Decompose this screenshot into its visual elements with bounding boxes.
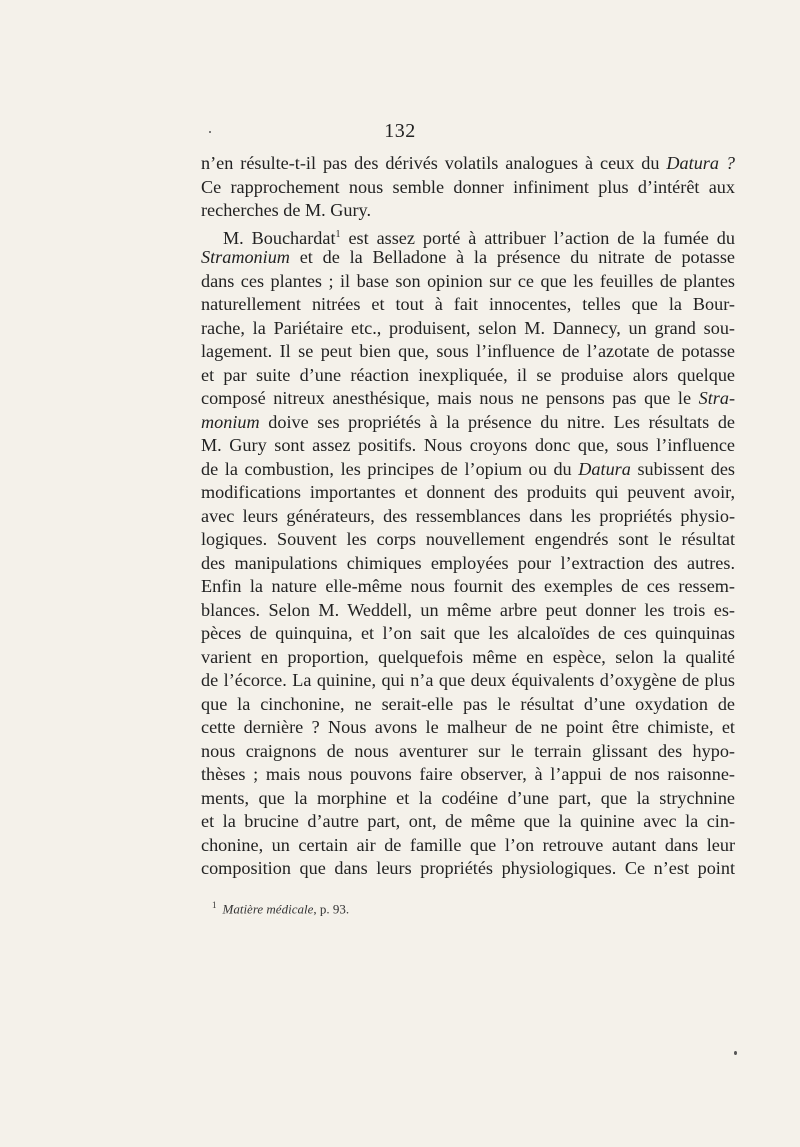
- text-line: [201, 834, 735, 858]
- text-segment: rache, la Pariétaire etc., produisent, selon M. Dannecy, un grand sou-: [201, 317, 735, 338]
- text-segment: recherches de M. Gury.: [201, 200, 372, 220]
- text-segment: nous craignons de nous aventurer sur le terrain glissant des hypo-: [201, 740, 735, 761]
- text-segment: que la cinchonine, ne serait-elle pas le résultat d’une oxydation de: [201, 693, 735, 714]
- text-segment: dans ces plantes ; il base son opinion sur ce que les feuilles de plantes: [201, 270, 735, 291]
- text-line: [201, 716, 735, 740]
- text-segment: et par suite d’une réaction inexpliquée, il se produise alors quelque: [201, 364, 735, 385]
- italic-term: Stra-: [698, 388, 735, 408]
- text-segment: M. Gury sont assez positifs. Nous croyons donc que, sous l’influence: [201, 435, 735, 455]
- text-segment: et de la Belladone à la présence du nitrate de potasse: [289, 247, 735, 267]
- text-line: [201, 810, 735, 834]
- text-line: [201, 434, 735, 458]
- text-segment: avec leurs générateurs, des ressemblances dans les propriétés physio-: [201, 505, 735, 526]
- italic-term: Datura ?: [666, 153, 735, 173]
- text-segment: et la brucine d’autre part, ont, de même que la quinine avec la cin-: [201, 811, 735, 831]
- text-segment: doive ses propriétés à la présence du nitre. Les résultats de: [259, 411, 735, 432]
- text-segment: logiques. Souvent les corps nouvellement engendrés sont le résultat: [201, 529, 735, 549]
- text-line: [201, 693, 735, 717]
- text-segment: composé nitreux anesthésique, mais nous ne pensons pas que le: [201, 388, 699, 408]
- text-segment: de l’écorce. La quinine, qui n’a que deux équivalents d’oxygène de plus: [201, 670, 735, 690]
- text-line: [201, 199, 735, 223]
- footnote: [212, 900, 349, 917]
- text-line: [201, 740, 735, 764]
- text-segment: ments, que la morphine et la codéine d’une part, que la strychnine: [201, 787, 735, 808]
- text-segment: n’en résulte-t-il pas des dérivés volatils analogues à ceux du: [201, 153, 667, 173]
- text-line: [201, 481, 735, 505]
- footnote-reference: 1: [335, 228, 341, 240]
- text-segment: de la combustion, les principes de l’opium ou du: [201, 458, 579, 479]
- text-segment: pèces de quinquina, et l’on sait que les alcaloïdes de ces quinquinas: [201, 623, 735, 643]
- text-line: [201, 763, 735, 787]
- text-line: [201, 528, 735, 552]
- paper-speck: [734, 1051, 737, 1055]
- italic-term: Datura: [578, 458, 631, 479]
- text-segment: Enfin la nature elle-même nous fournit des exemples de ces ressem-: [201, 576, 735, 596]
- text-line: [201, 411, 735, 435]
- text-line: [201, 646, 735, 670]
- text-segment: composition que dans leurs propriétés physiologiques. Ce n’est point: [201, 858, 735, 878]
- text-line: [201, 270, 735, 294]
- text-line: [201, 505, 735, 529]
- footnote-rest: , p. 93.: [313, 901, 350, 917]
- text-line: [201, 599, 735, 623]
- italic-term: Stramonium: [201, 247, 290, 267]
- text-segment: Ce rapprochement nous semble donner infiniment plus d’intérêt aux: [201, 176, 735, 197]
- footnote-title: Matière médicale: [222, 901, 314, 917]
- page-number: 132: [384, 120, 416, 142]
- text-line: [201, 787, 735, 811]
- text-line: [201, 552, 735, 576]
- text-segment: blances. Selon M. Weddell, un même arbre peut donner les trois es-: [201, 599, 735, 620]
- text-segment: subissent des: [630, 458, 736, 479]
- text-segment: lagement. Il se peut bien que, sous l’influence de l’azotate de potasse: [201, 341, 735, 361]
- text-line: [201, 340, 735, 364]
- text-segment: thèses ; mais nous pouvons faire observer, à l’appui de nos raisonne-: [201, 764, 735, 784]
- text-segment: modifications importantes et donnent des produits qui peuvent avoir,: [201, 482, 735, 502]
- text-segment: naturellement nitrées et tout à fait innocentes, telles que la Bour-: [201, 294, 735, 314]
- text-line: [201, 364, 735, 388]
- text-segment: varient en proportion, quelquefois même en espèce, selon la qualité: [201, 646, 735, 667]
- text-segment: chonine, un certain air de famille que l’on retrouve autant dans leur: [201, 834, 735, 855]
- italic-term: monium: [201, 411, 260, 432]
- text-line: [201, 152, 735, 176]
- text-line: [201, 857, 735, 881]
- text-line: [201, 575, 735, 599]
- text-line: [201, 246, 735, 270]
- body-text: [201, 152, 735, 881]
- text-segment: M. Bouchardat: [223, 227, 336, 248]
- text-line: [201, 317, 735, 341]
- text-line: [201, 622, 735, 646]
- text-line: [201, 458, 735, 482]
- paper-speck: [209, 131, 211, 133]
- text-line: [201, 223, 735, 247]
- text-line: [201, 293, 735, 317]
- footnote-mark: 1: [212, 900, 217, 910]
- text-line: [201, 176, 735, 200]
- text-segment: est assez porté à attribuer l’action de la fumée du: [340, 227, 735, 248]
- text-line: [201, 387, 735, 411]
- text-line: [201, 669, 735, 693]
- text-segment: des manipulations chimiques employées pour l’extraction des autres.: [201, 552, 735, 573]
- text-segment: cette dernière ? Nous avons le malheur de ne point être chimiste, et: [201, 717, 735, 737]
